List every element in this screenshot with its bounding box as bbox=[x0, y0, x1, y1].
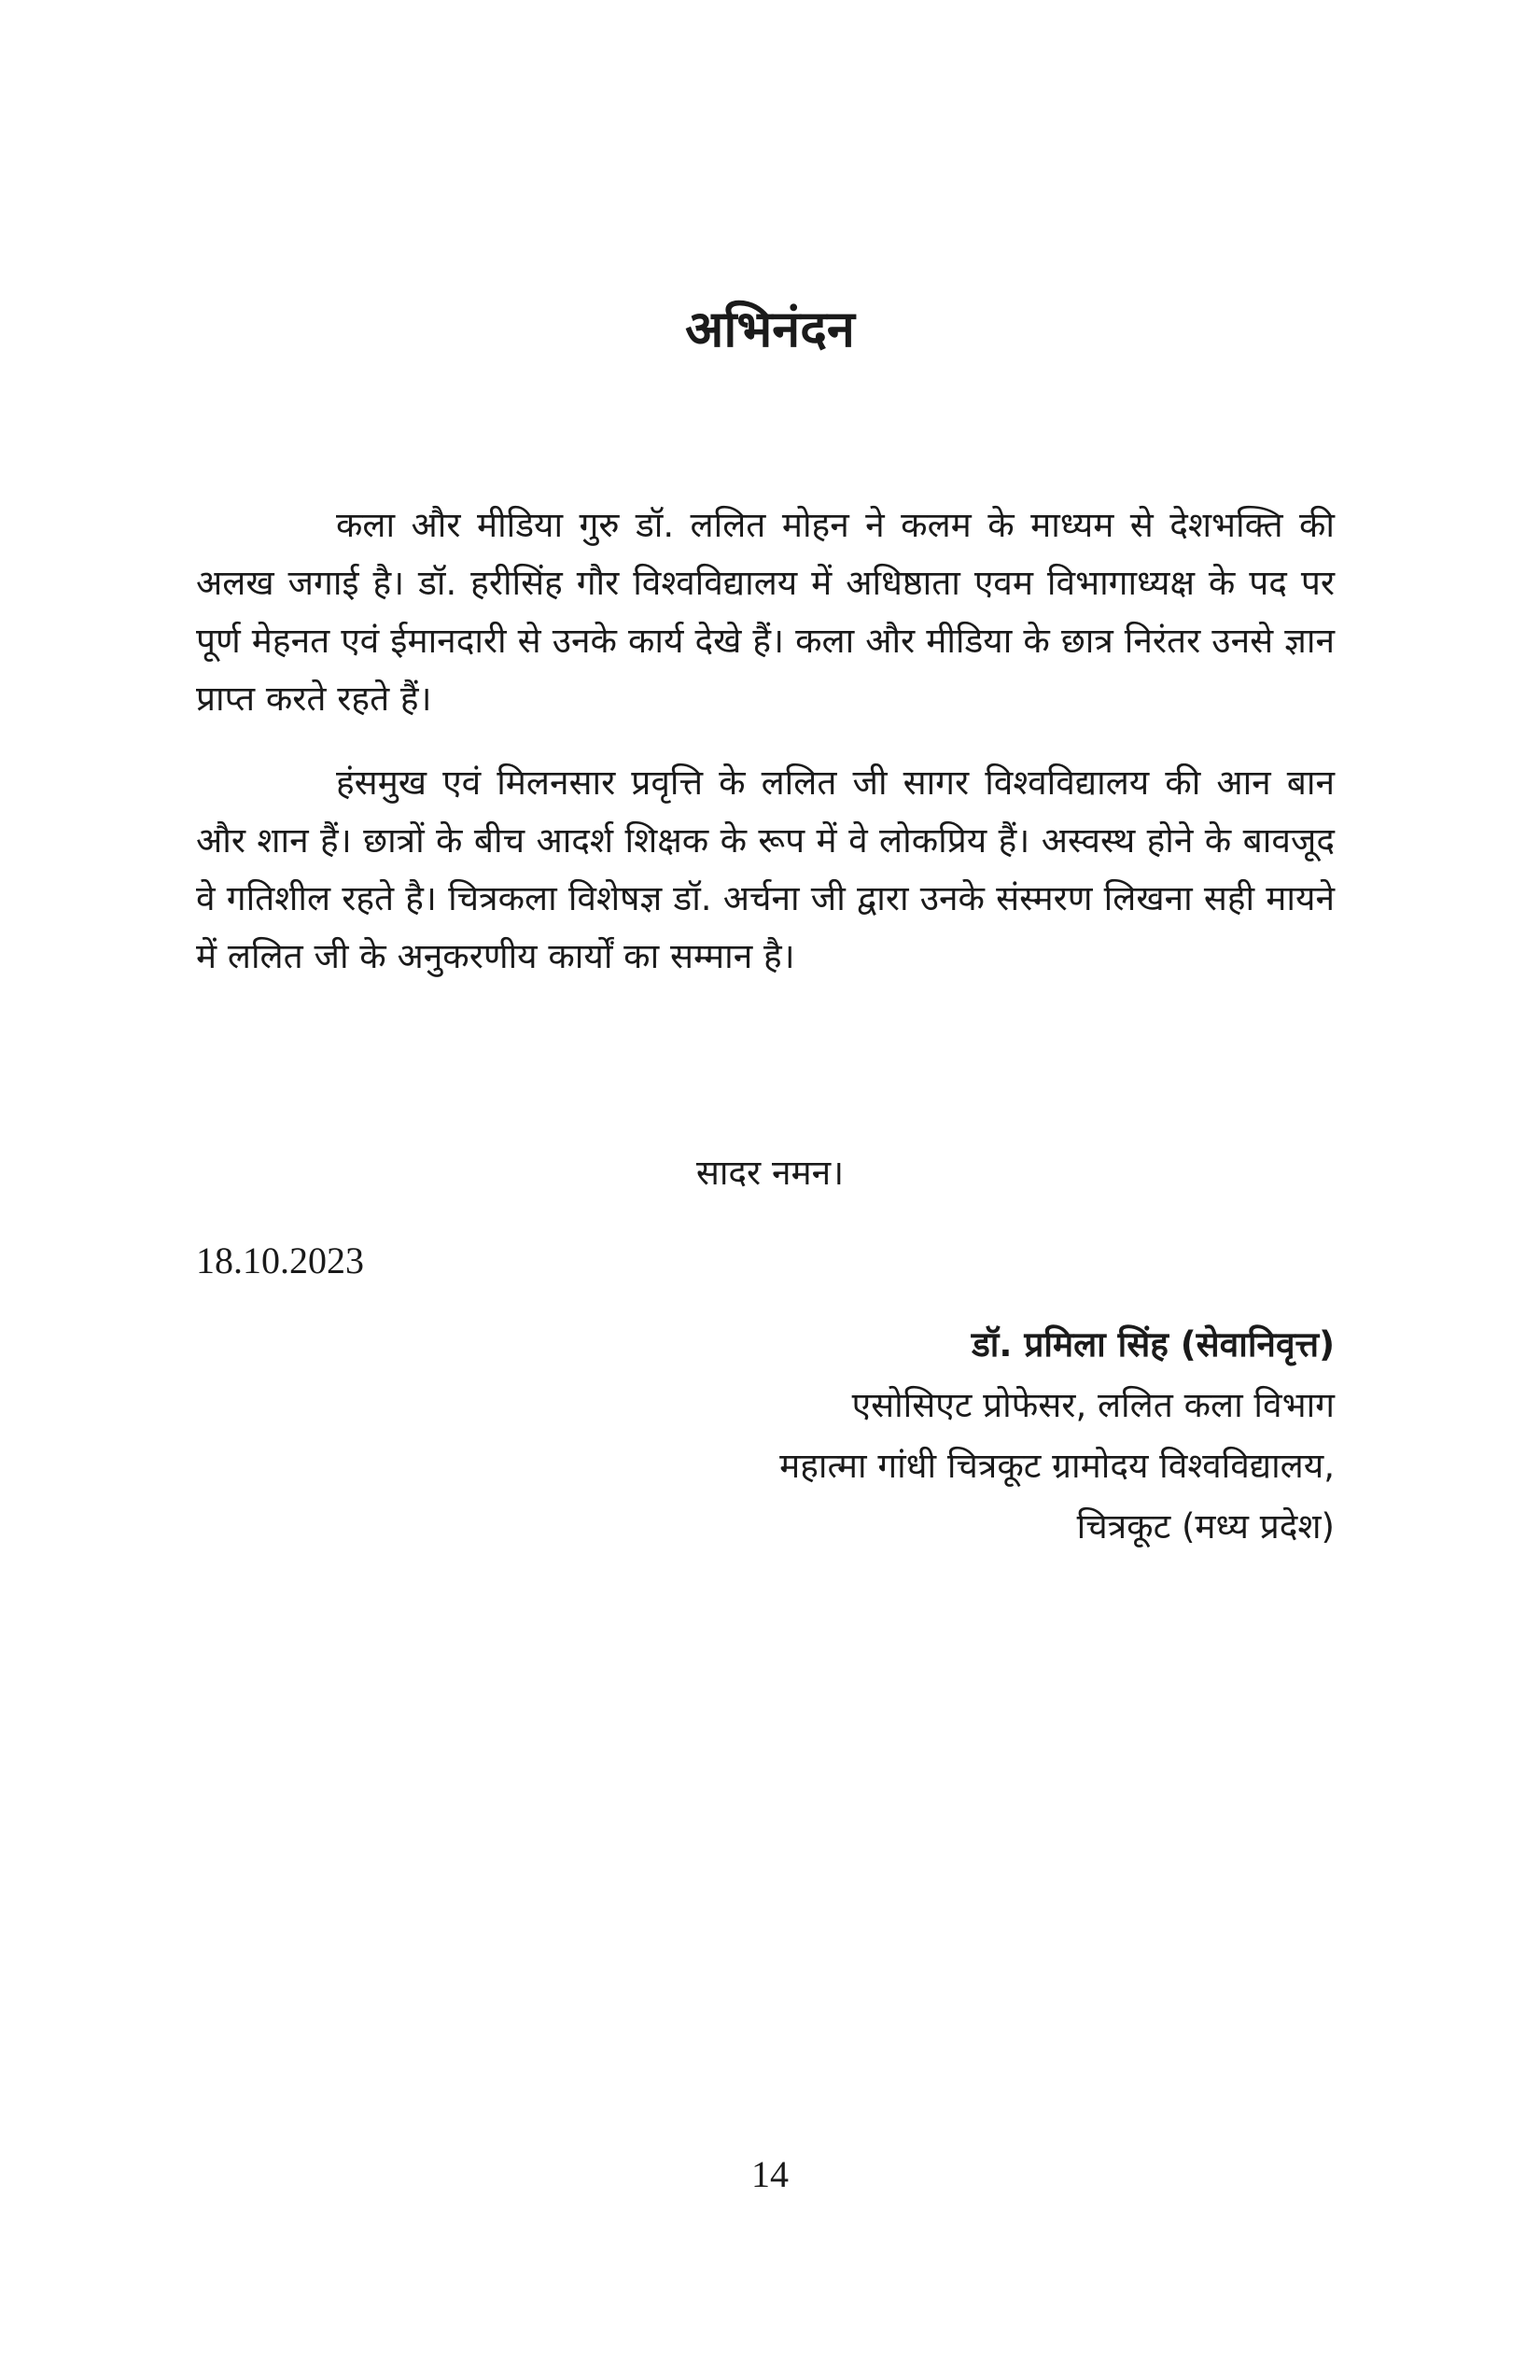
body-text bbox=[196, 497, 1335, 1012]
page-title: अभिनंदन bbox=[685, 300, 855, 358]
paragraph-2: हंसमुख एवं मिलनसार प्रवृत्ति के ललित जी सागर विश्वविद्यालय की आन बान और शान हैं। छात्रों के बीच आदर्श शिक्षक के रूप में वे लोकप्रिय हैं। अस्वस्थ होने के बावजूद वे गतिशील रहते है। चित्रकला विशेषज्ञ डॉ. अर्चना जी द्वारा उनके संस्मरण लिखना सही मायने में ललित जी के अनुकरणीय कार्यों का सम्मान है। bbox=[196, 763, 1335, 976]
signatory-institution: महात्मा गांधी चित्रकूट ग्रामोदय विश्वविद्यालय, bbox=[779, 1446, 1335, 1486]
closing-salutation: सादर नमन। bbox=[695, 1153, 845, 1193]
page-number: 14 bbox=[751, 2153, 789, 2195]
signatory-name: डॉ. प्रमिला सिंह (सेवानिवृत्त) bbox=[972, 1324, 1335, 1365]
date: 18.10.2023 bbox=[196, 1239, 364, 1281]
signatory-location: चित्रकूट (मध्य प्रदेश) bbox=[1076, 1506, 1335, 1547]
paragraph-1: कला और मीडिया गुरु डॉ. ललित मोहन ने कलम के माध्यम से देशभक्ति की अलख जगाई है। डॉ. हरीसिंह गौर विश्वविद्यालय में अधिष्ठाता एवम विभागाध्यक्ष के पद पर पूर्ण मेहनत एवं ईमानदारी से उनके कार्य देखे हैं। कला और मीडिया के छात्र निरंतर उनसे ज्ञान प्राप्त करते रहते हैं। bbox=[196, 505, 1335, 719]
signature-block bbox=[779, 1314, 1335, 1557]
signatory-designation: एसोसिएट प्रोफेसर, ललित कला विभाग bbox=[851, 1385, 1335, 1425]
